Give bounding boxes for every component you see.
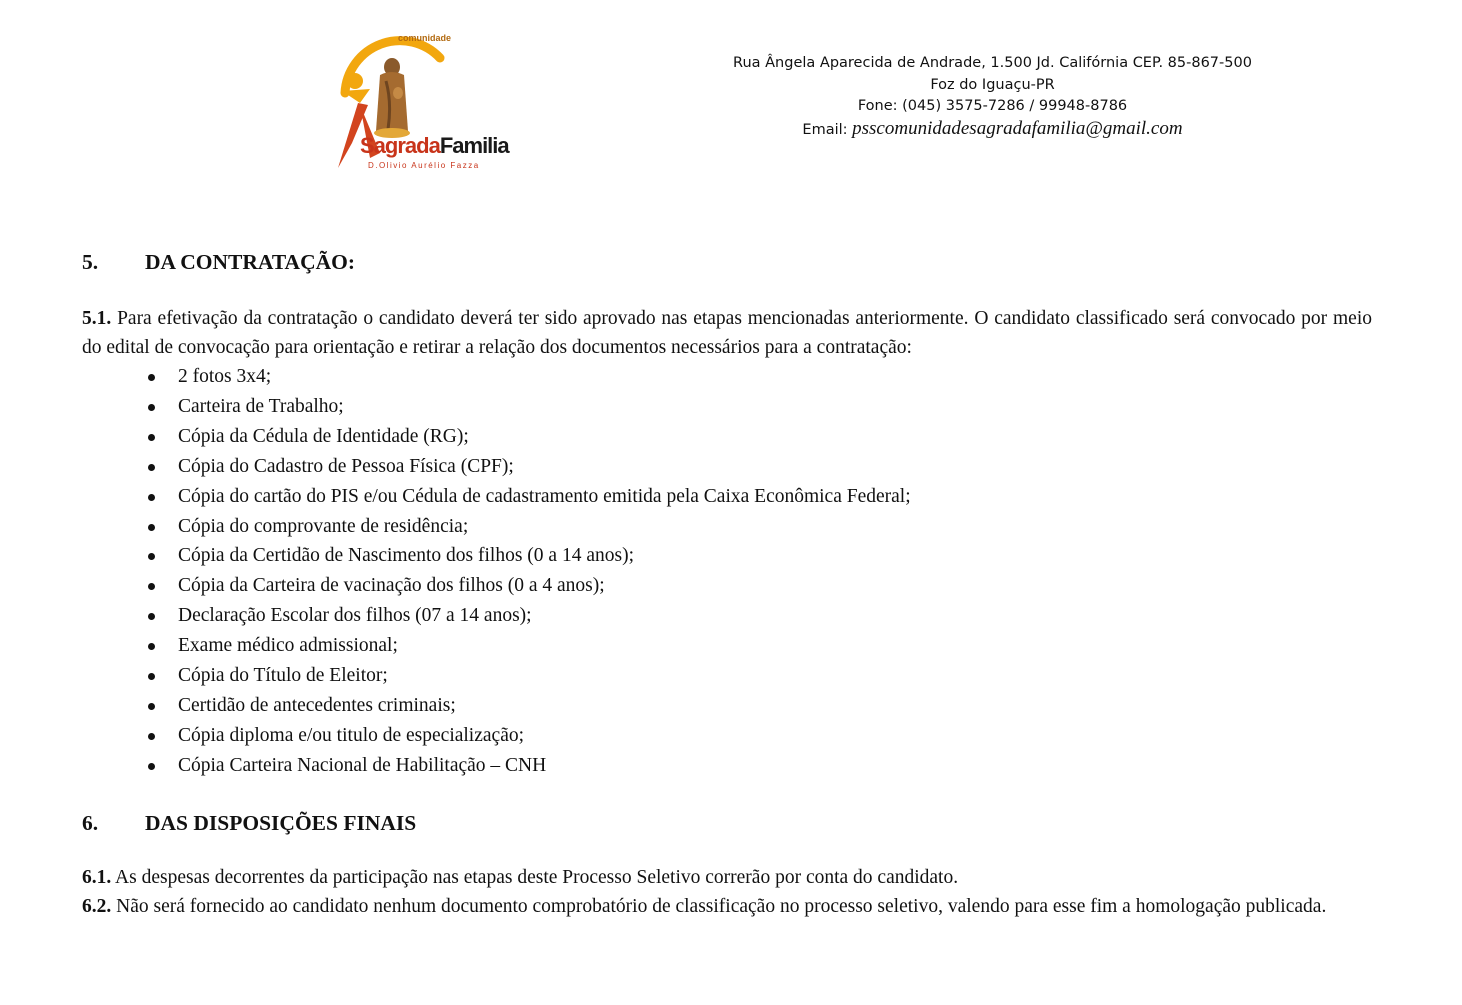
list-item: 2 fotos 3x4; <box>82 362 1372 392</box>
clause-6-2-text: Não será fornecido ao candidato nenhum documento comprobatório de classificação no processo seletivo, valendo para esse fim a homologação publicada. <box>111 895 1327 917</box>
email-label: Email: <box>802 121 853 138</box>
clause-5-1-text: Para efetivação da contratação o candidato deverá ter sido aprovado nas etapas mencionadas anteriormente. O candidato classificado será convocado por meio do edital de convocação para orientação e retirar a relação dos documentos necessários para a contratação: <box>82 308 1372 358</box>
list-item: Cópia do Cadastro de Pessoa Física (CPF); <box>82 452 1372 482</box>
section-5-title: DA CONTRATAÇÃO: <box>145 250 356 274</box>
clause-5-1-number: 5.1. <box>82 308 112 329</box>
clause-6-1 <box>82 863 1372 892</box>
required-documents-list <box>82 362 1372 781</box>
section-5-heading <box>82 246 1372 278</box>
clause-6-1-number: 6.1. <box>82 866 112 888</box>
list-item: Certidão de antecedentes criminais; <box>82 691 1372 721</box>
organization-logo <box>330 33 509 178</box>
list-item: Cópia da Certidão de Nascimento dos filhos (0 a 14 anos); <box>82 541 1372 571</box>
list-item: Exame médico admissional; <box>82 631 1372 661</box>
section-5-number: 5. <box>82 250 99 274</box>
clause-5-1 <box>82 304 1372 362</box>
list-item: Cópia do Título de Eleitor; <box>82 661 1372 691</box>
phone-line: Fone: (045) 3575-7286 / 99948-8786 <box>857 98 1128 114</box>
logo-name-part2: Familia <box>439 133 509 158</box>
list-item: Cópia do cartão do PIS e/ou Cédula de cadastramento emitida pela Caixa Econômica Federal; <box>82 482 1372 512</box>
section-6-number: 6. <box>82 810 99 835</box>
list-item: Cópia do comprovante de residência; <box>82 512 1372 542</box>
clause-6-2-number: 6.2. <box>82 895 112 917</box>
list-item: Carteira de Trabalho; <box>82 392 1372 422</box>
logo-name <box>360 133 509 159</box>
list-item: Cópia da Carteira de vacinação dos filhos (0 a 4 anos); <box>82 571 1372 601</box>
header-contact-block <box>725 53 1260 141</box>
list-item: Cópia diploma e/ou titulo de especialização; <box>82 721 1372 751</box>
city-line: Foz do Iguaçu-PR <box>930 76 1055 93</box>
clause-6-1-text: As despesas decorrentes da participação nas etapas deste Processo Seletivo correrão por conta do candidato. <box>111 866 959 888</box>
email-line <box>725 118 1260 142</box>
list-item: Cópia Carteira Nacional de Habilitação – CNH <box>82 751 1372 781</box>
email-link[interactable]: psscomunidadesagradafamilia@gmail.com <box>852 117 1183 139</box>
address-line: Rua Ângela Aparecida de Andrade, 1.500 Jd. Califórnia CEP. 85-867-500 <box>733 55 1252 71</box>
section-6-heading <box>82 807 1372 839</box>
document-body <box>82 246 1372 921</box>
list-item: Declaração Escolar dos filhos (07 a 14 anos); <box>82 601 1372 631</box>
section-6-title: DAS DISPOSIÇÕES FINAIS <box>145 810 417 835</box>
logo-arc-text: comunidade <box>398 33 452 43</box>
list-item: Cópia da Cédula de Identidade (RG); <box>82 422 1372 452</box>
logo-name-part1: Sagrada <box>360 133 440 158</box>
clause-6-2 <box>82 892 1372 921</box>
logo-subtitle: D.Olivio Aurélio Fazza <box>368 161 480 170</box>
